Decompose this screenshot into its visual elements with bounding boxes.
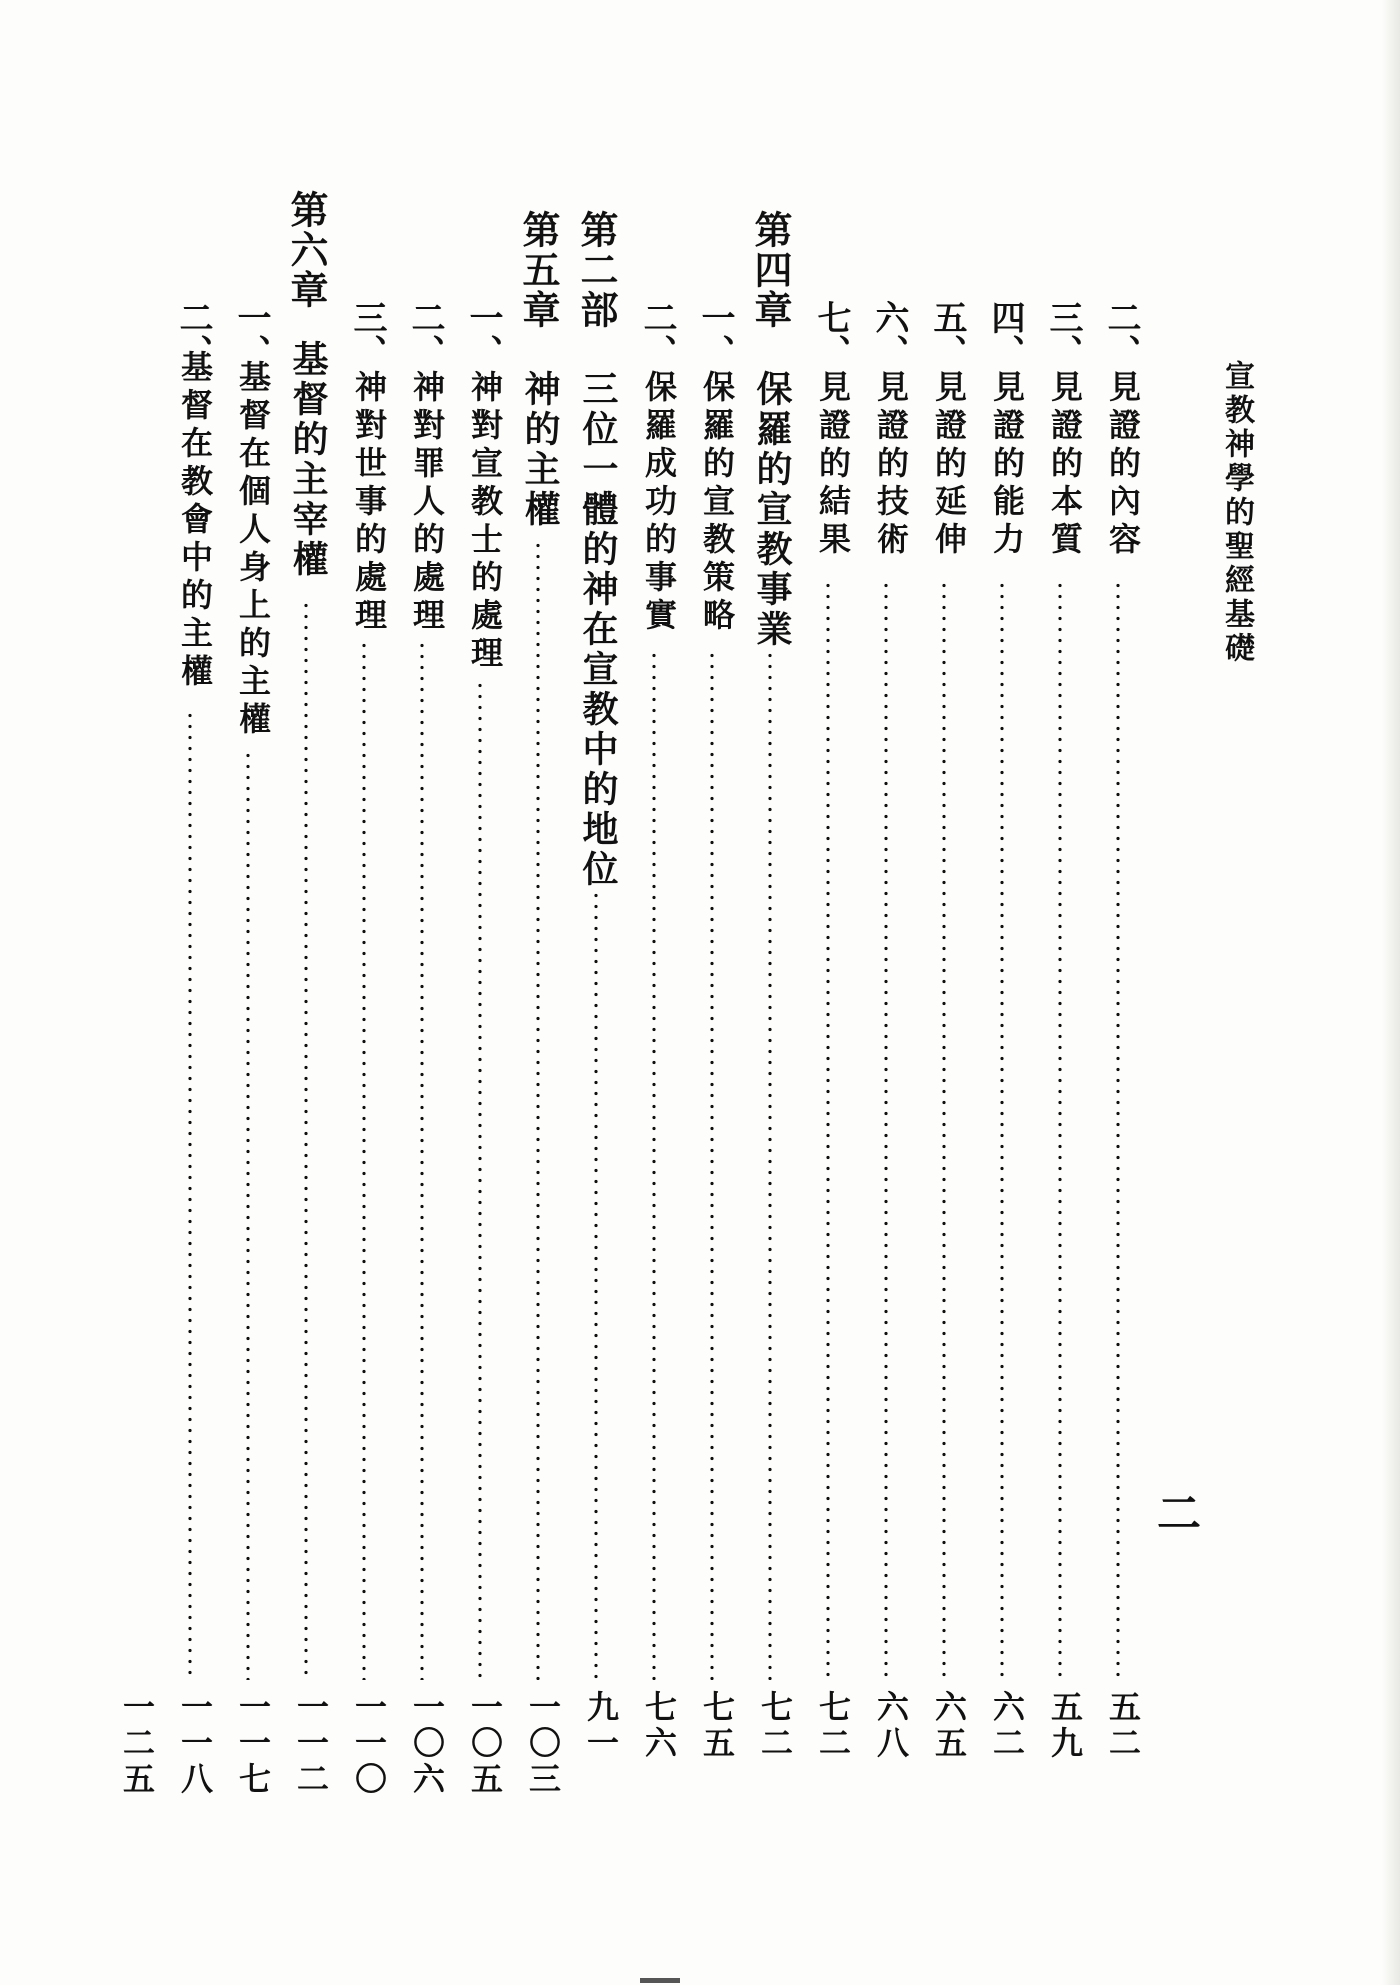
entry-page: 六八: [872, 1690, 910, 1762]
entry-page: 六五: [930, 1690, 968, 1762]
entry-page: 一一二: [292, 1690, 330, 1798]
entry-page: 六二: [988, 1690, 1026, 1762]
dot-leader: [246, 750, 250, 1680]
entry-page: 一二五: [118, 1690, 156, 1798]
dot-leader: [304, 600, 308, 1680]
entry-title: 見證的延伸: [930, 370, 968, 560]
entry-title: 見證的結果: [814, 370, 852, 560]
entry-page: 七六: [640, 1690, 678, 1762]
entry-number: 四、: [985, 300, 1025, 368]
dot-leader: [478, 680, 482, 1680]
entry-title: 神對宣教士的處理: [466, 370, 504, 674]
entry-title: 基督在教會中的主權: [176, 350, 214, 692]
entry-page: 一一〇: [350, 1690, 388, 1798]
entry-title: 見證的本質: [1046, 370, 1084, 560]
chapter-title: 神的主權: [519, 370, 561, 530]
entry-number: 一、: [231, 300, 271, 368]
chapter-title: 基督的主宰權: [287, 340, 329, 580]
entry-number: 一、: [463, 300, 503, 368]
dot-leader: [1116, 580, 1120, 1680]
chapter-label: 第四章: [748, 210, 793, 330]
entry-number: 三、: [347, 300, 387, 368]
entry-number: 三、: [1043, 300, 1083, 368]
scan-edge: [1382, 0, 1400, 1985]
entry-number: 二、: [173, 300, 213, 368]
dot-leader: [768, 650, 772, 1680]
entry-number: 六、: [869, 300, 909, 368]
entry-page: 七二: [814, 1690, 852, 1762]
entry-title: 神對世事的處理: [350, 370, 388, 636]
chapter-label: 第五章: [516, 210, 561, 330]
entry-page: 一〇六: [408, 1690, 446, 1798]
dot-leader: [1000, 580, 1004, 1680]
entry-page: 五九: [1046, 1690, 1084, 1762]
entry-page: 七五: [698, 1690, 736, 1762]
entry-number: 二、: [637, 300, 677, 368]
dot-leader: [594, 890, 598, 1680]
chapter-title: 保羅的宣教事業: [751, 370, 793, 650]
dot-leader: [942, 580, 946, 1680]
entry-title: 見證的技術: [872, 370, 910, 560]
chapter-label: 第六章: [284, 190, 329, 310]
entry-number: 五、: [927, 300, 967, 368]
entry-number: 二、: [1101, 300, 1141, 368]
dot-leader: [536, 540, 540, 1680]
entry-title: 保羅的宣教策略: [698, 370, 736, 636]
entry-title: 神對罪人的處理: [408, 370, 446, 636]
dot-leader: [652, 650, 656, 1680]
book-title: 宣教神學的聖經基礎: [1219, 360, 1254, 666]
entry-title: 見證的能力: [988, 370, 1026, 560]
dot-leader: [188, 710, 192, 1680]
part-label: 第二部: [574, 210, 619, 330]
dot-leader: [826, 580, 830, 1680]
part-title: 三位一體的神在宣教中的地位: [577, 370, 619, 890]
entry-page: 一一七: [234, 1690, 272, 1798]
entry-page: 九一: [582, 1690, 620, 1762]
entry-number: 一、: [695, 300, 735, 368]
entry-number: 二、: [405, 300, 445, 368]
entry-page: 一一八: [176, 1690, 214, 1798]
entry-title: 基督在個人身上的主權: [234, 360, 272, 740]
entry-page: 一〇三: [524, 1690, 562, 1798]
entry-title: 見證的內容: [1104, 370, 1142, 560]
dot-leader: [420, 640, 424, 1680]
entry-page: 五二: [1104, 1690, 1142, 1762]
dot-leader: [710, 650, 714, 1680]
entry-number: 七、: [811, 300, 851, 368]
entry-page: 一〇五: [466, 1690, 504, 1798]
dot-leader: [884, 580, 888, 1680]
dot-leader: [1058, 580, 1062, 1680]
entry-page: 七二: [756, 1690, 794, 1762]
page-edge-mark: [640, 1978, 680, 1983]
entry-title: 保羅成功的事實: [640, 370, 678, 636]
page-number: 二: [1149, 1490, 1200, 1534]
dot-leader: [362, 640, 366, 1680]
